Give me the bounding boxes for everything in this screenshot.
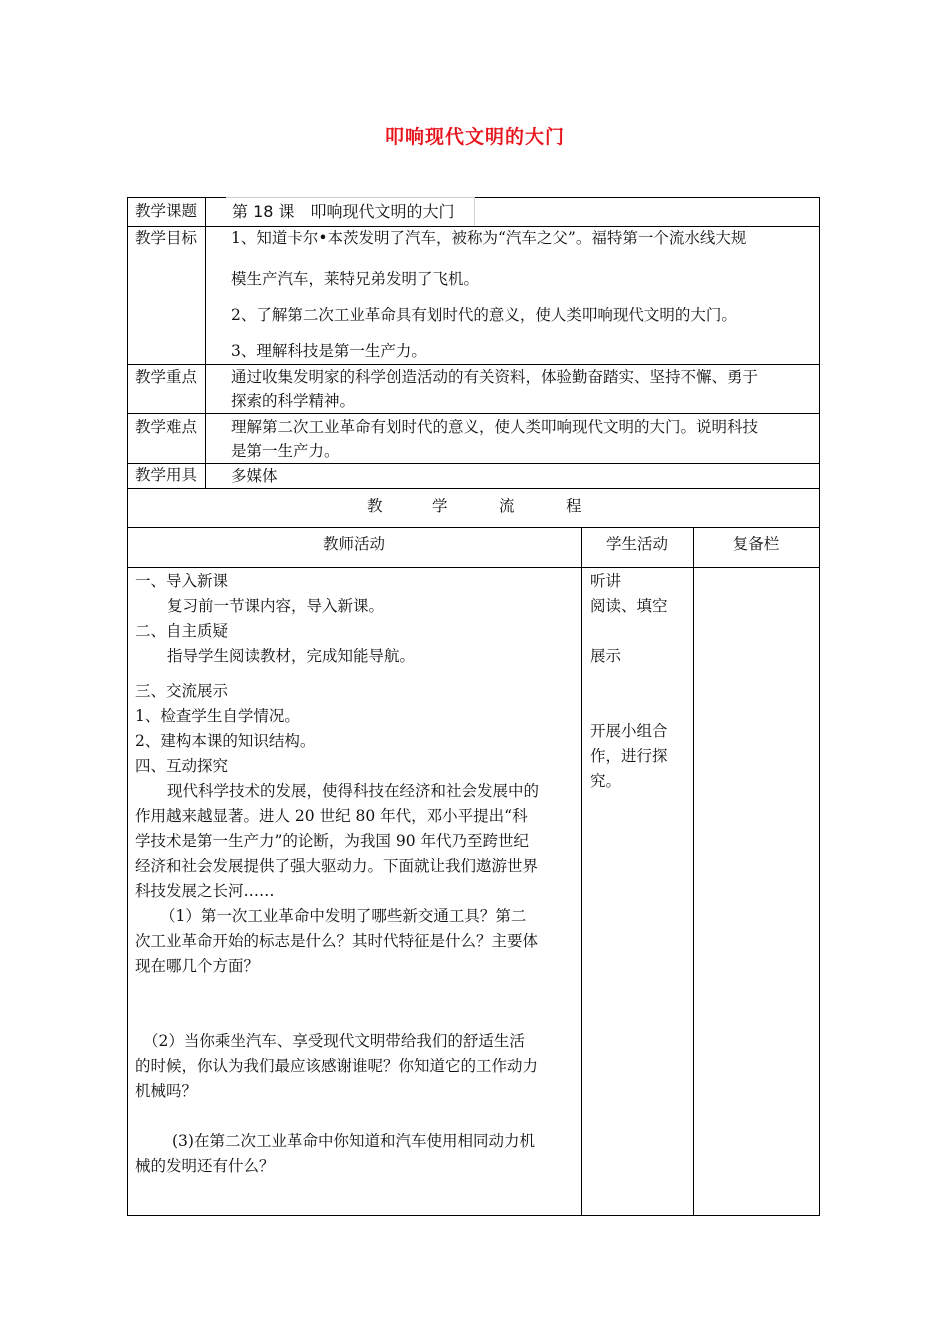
teacher-activity-header: 教师活动 [322,535,385,553]
teacher-line: 械的发明还有什么？ [135,1157,275,1175]
teacher-line: （2）当你乘坐汽车、享受现代文明带给我们的舒适生活 [143,1032,525,1050]
teacher-line: 2、建构本课的知识结构。 [135,732,316,750]
flow-header-char: 教 [367,497,383,515]
table-border-left [127,197,128,1216]
goal-line: 2、了解第二次工业革命具有划时代的意义，使人类叩响现代文明的大门。 [231,306,737,324]
focus-label: 教学重点 [135,368,198,386]
teacher-line: 四、互动探究 [135,757,229,775]
table-column-divider [581,527,582,1216]
difficulty-label: 教学难点 [135,418,198,436]
teacher-line: 现在哪几个方面？ [135,957,260,975]
page-title: 叩响现代文明的大门 [384,126,565,148]
tools-value: 多媒体 [231,467,278,485]
student-line: 展示 [590,647,622,665]
flow-header-char: 程 [566,497,582,515]
teacher-line: 经济和社会发展提供了强大驱动力。下面就让我们遨游世界 [135,857,539,875]
goal-line: 3、理解科技是第一生产力。 [231,342,427,360]
student-line: 究。 [590,772,622,790]
teacher-line: 三、交流展示 [135,682,229,700]
table-line [127,527,820,528]
teacher-line: 二、自主质疑 [135,622,229,640]
lesson-title: 第 18 课 叩响现代文明的大门 [232,202,455,221]
teacher-line: 的时候，你认为我们最应该感谢谁呢？你知道它的工作动力 [135,1057,539,1075]
flow-header-char: 流 [499,497,515,515]
teacher-line: 复习前一节课内容，导入新课。 [167,597,385,615]
goal-line: 1、知道卡尔•本茨发明了汽车，被称为“汽车之父”。福特第一个流水线大规 [231,229,747,247]
table-column-divider [693,527,694,1216]
goals-label: 教学目标 [135,229,198,247]
teacher-line: 指导学生阅读教材，完成知能导航。 [167,647,416,665]
teacher-line: 机械吗？ [135,1082,198,1100]
table-border-bottom [127,1215,820,1216]
teacher-line: 1、检查学生自学情况。 [135,707,300,725]
student-line: 阅读、填空 [590,597,668,615]
teacher-line: （1）第一次工业革命中发明了哪些新交通工具？第二 [160,907,527,925]
student-line: 开展小组合 [590,722,668,740]
teacher-line: 次工业革命开始的标志是什么？其时代特征是什么？主要体 [135,932,539,950]
table-line [127,567,820,568]
teacher-line: 一、导入新课 [135,572,229,590]
focus-line: 通过收集发明家的科学创造活动的有关资料，体验勤奋踏实、坚持不懈、勇于 [231,368,759,386]
student-line: 作，进行探 [590,747,668,765]
teacher-line: 科技发展之长河…… [135,882,275,900]
focus-line: 探索的科学精神。 [231,392,356,410]
student-activity-header: 学生活动 [605,535,668,553]
difficulty-line: 理解第二次工业革命有划时代的意义，使人类叩响现代文明的大门。说明科技 [231,418,759,436]
teacher-line: 作用越来越显著。进人 20 世纪 80 年代，邓小平提出“科 [135,807,528,825]
table-border-right [819,197,820,1216]
table-label-divider [205,197,206,488]
topic-label: 教学课题 [135,202,198,220]
tools-label: 教学用具 [135,466,198,484]
student-line: 听讲 [590,572,622,590]
teacher-line: 学技术是第一生产力”的论断，为我国 90 年代乃至跨世纪 [135,832,530,850]
notes-header: 复备栏 [732,535,780,553]
teacher-line: (3)在第二次工业革命中你知道和汽车使用相同动力机 [172,1132,535,1150]
teacher-line: 现代科学技术的发展，使得科技在经济和社会发展中的 [167,782,540,800]
goal-line: 模生产汽车，莱特兄弟发明了飞机。 [231,270,480,288]
difficulty-line: 是第一生产力。 [231,442,340,460]
flow-header-char: 学 [432,497,448,515]
